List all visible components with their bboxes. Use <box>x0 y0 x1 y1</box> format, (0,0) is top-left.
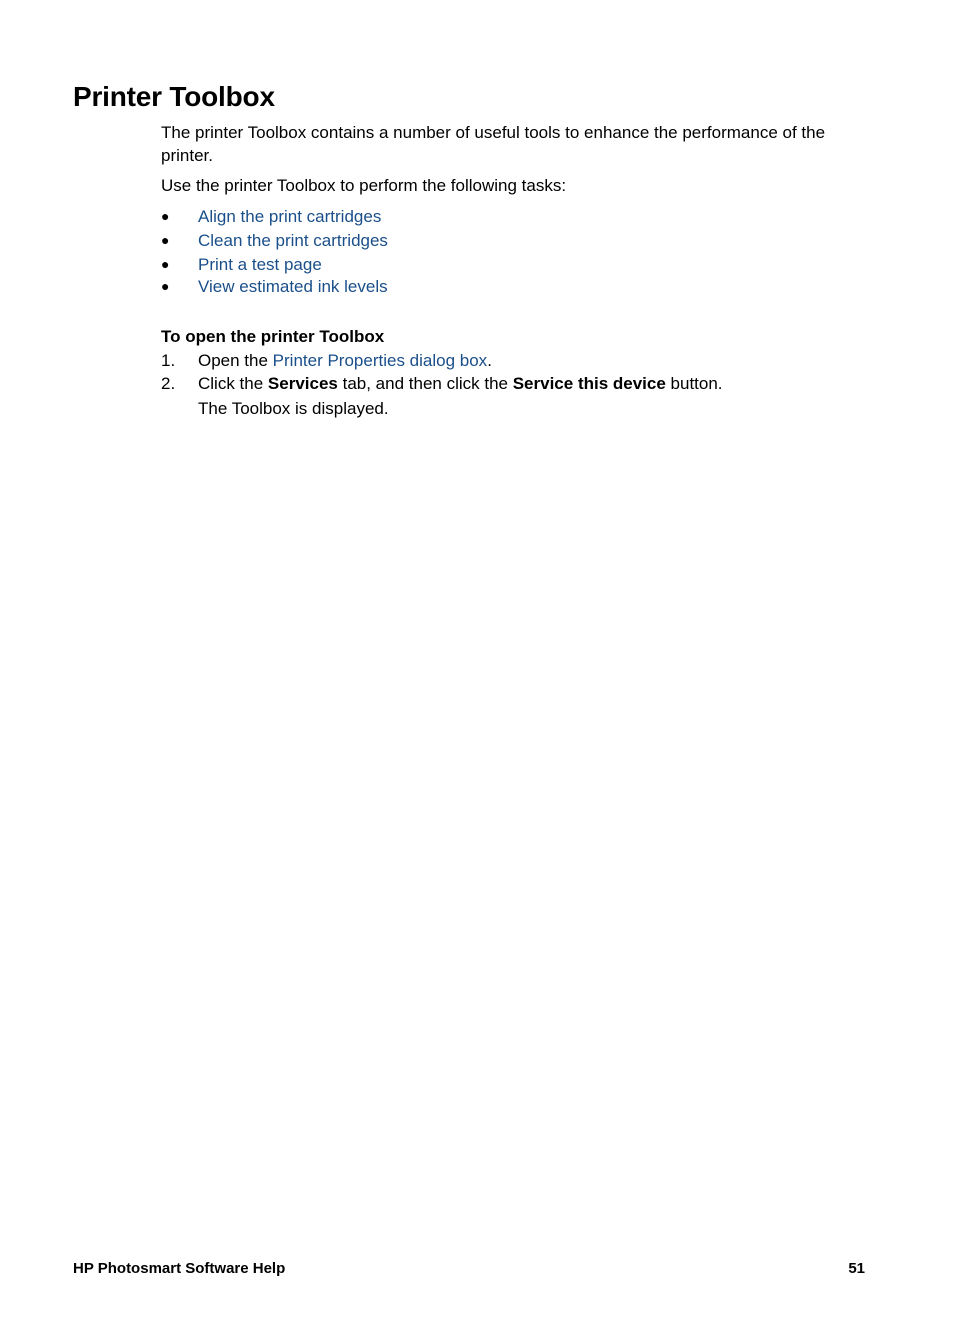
services-tab-label: Services <box>267 374 338 393</box>
link-print-test-page[interactable]: Print a test page <box>198 255 322 274</box>
bullet-icon: ● <box>161 278 170 294</box>
link-printer-properties[interactable]: Printer Properties dialog box <box>272 351 488 370</box>
list-item <box>161 253 881 276</box>
bullet-icon: ● <box>161 256 170 272</box>
step-item <box>161 372 881 395</box>
bullet-icon: ● <box>161 232 170 248</box>
tasks-intro-paragraph: Use the printer Toolbox to perform the following tasks: <box>161 176 567 195</box>
list-item <box>161 205 881 228</box>
link-clean-cartridges[interactable]: Clean the print cartridges <box>198 231 388 250</box>
main-content <box>161 121 881 420</box>
step-result: The Toolbox is displayed. <box>198 399 389 418</box>
link-view-ink-levels[interactable]: View estimated ink levels <box>198 277 388 296</box>
intro-paragraph: The printer Toolbox contains a number of useful tools to enhance the performance of the printer. <box>161 123 826 165</box>
step-text: Open the <box>198 351 273 370</box>
step-text: tab, and then click the <box>337 374 513 393</box>
list-item <box>161 229 881 252</box>
step-text: . <box>487 351 492 370</box>
page-number: 51 <box>848 1260 865 1277</box>
step-number: 2. <box>161 374 176 393</box>
footer-title: HP Photosmart Software Help <box>73 1260 286 1277</box>
procedure-steps <box>161 349 881 395</box>
list-item <box>161 275 881 298</box>
page-title: Printer Toolbox <box>73 81 275 112</box>
bullet-icon: ● <box>161 208 170 224</box>
procedure-heading: To open the printer Toolbox <box>161 327 385 346</box>
step-number: 1. <box>161 351 176 370</box>
step-item <box>161 349 881 372</box>
step-text: button. <box>665 374 723 393</box>
step-text: Click the <box>198 374 268 393</box>
task-list <box>161 205 881 298</box>
service-device-button-label: Service this device <box>512 374 666 393</box>
link-align-cartridges[interactable]: Align the print cartridges <box>198 207 382 226</box>
